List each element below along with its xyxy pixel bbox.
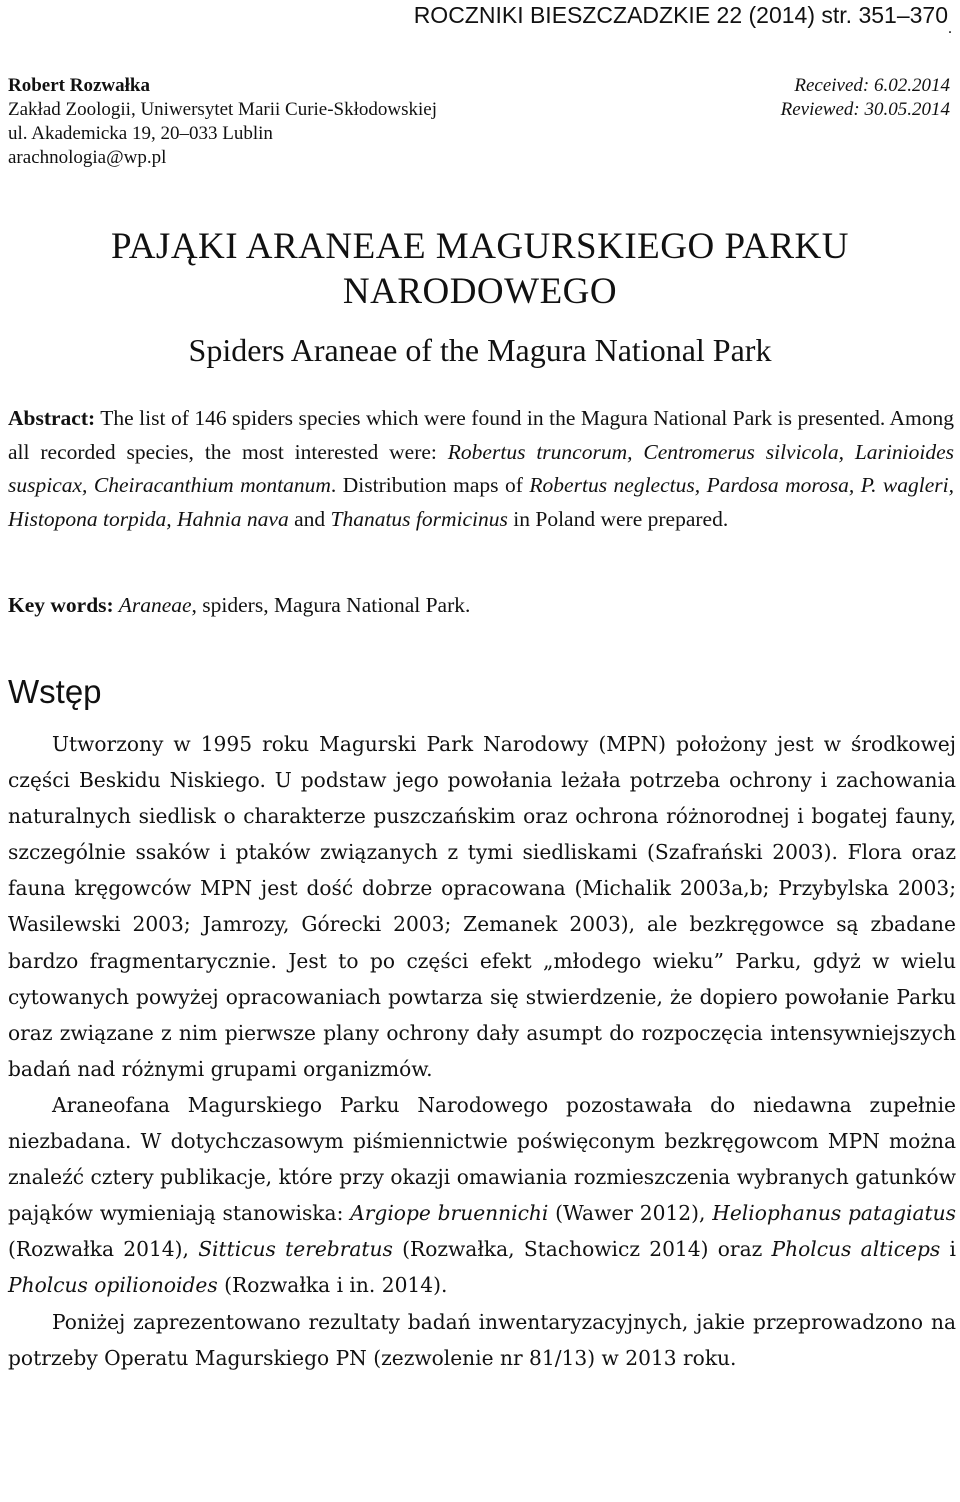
paragraph-text: (Rozwałka 2014), <box>8 1237 199 1262</box>
paragraph-text: (Rozwałka, Stachowicz 2014) oraz <box>392 1237 772 1262</box>
paragraph-text: (Rozwałka i in. 2014). <box>217 1273 448 1298</box>
keywords-label: Key words: <box>8 593 114 617</box>
abstract-label: Abstract: <box>8 406 96 430</box>
author-affiliation: Zakład Zoologii, Uniwersytet Marii Curie-Skłodowskiej <box>8 99 438 120</box>
running-header: ROCZNIKI BIESZCZADZKIE 22 (2014) str. 351–370 <box>413 2 948 28</box>
abstract <box>8 402 954 536</box>
paragraph-1: Utworzony w 1995 roku Magurski Park Narodowy (MPN) położony jest w środkowej części Beskidu Niskiego. U podstaw jego powołania leżała potrzeba ochrony i zachowania naturalnych siedlisk o charakterze puszczańskim oraz ochrona różnorodnej i bogatej fauny, szczególnie ssaków i ptaków związanych z tymi siedliskami (Szafrański 2003). Flora oraz fauna kręgowców MPN jest dość dobrze opracowana (Michalik 2003a,b; Przybylska 2003; Wasilewski 2003; Jamrozy, Górecki 2003; Zemanek 2003), ale bezkręgowce są zbadane bardzo fragmentarycznie. Jest to po części efekt „młodego wieku” Parku, gdyż w wielu cytowanych powyżej opracowaniach powtarza się stwierdzenie, że dopiero powołanie Parku oraz związane z nim pierwsze plany ochrony dały asumpt do rozpoczęcia intensywniejszych badań nad różnymi grupami organizmów. <box>8 732 956 1081</box>
species-name: Pholcus opilionoides <box>8 1273 218 1298</box>
abstract-species: Robertus neglectus, Pardosa morosa, P. wagleri, Histopona torpida, Hahnia nava <box>8 473 954 531</box>
paragraph-text: Araneofana Magurskiego Parku Narodowego pozostawała do niedawna zupełnie niezbadana. W dotychczasowym piśmiennictwie poświęconym bezkręgowcom MPN można znaleźć cztery publikacje, które przy okazji omawiania rozmieszczenia wybranych gatunków pająków wymieniają stanowiska: <box>8 1092 956 1226</box>
abstract-text: The list of 146 spiders species which were found in the Magura National Park is presented. Among all recorded species, the most interested were: <box>8 406 954 464</box>
author-email: arachnologia@wp.pl <box>8 147 167 168</box>
keywords-italic: Araneae <box>113 593 192 617</box>
dates-block <box>670 74 950 122</box>
body-text <box>8 726 956 1376</box>
abstract-text: and <box>288 506 331 531</box>
paragraph-text: i <box>940 1237 956 1262</box>
received-date: Received: 6.02.2014 <box>794 75 950 96</box>
paragraph-2 <box>8 1087 956 1304</box>
abstract-species: Robertus truncorum, Centromerus silvicola, Larinioides suspicax, Cheiracanthium montanum <box>8 439 954 497</box>
corner-mark: . <box>948 20 952 37</box>
author-name: Robert Rozwałka <box>8 75 150 96</box>
species-name: Argiope bruennichi <box>350 1201 549 1226</box>
author-block <box>8 74 568 170</box>
reviewed-date: Reviewed: 30.05.2014 <box>780 99 950 120</box>
keywords <box>8 588 954 622</box>
paragraph-3: Poniżej zaprezentowano rezultaty badań inwentaryzacyjnych, jakie przeprowadzono na potrzeby Operatu Magurskiego PN (zezwolenie nr 81/13) w 2013 roku. <box>8 1309 956 1370</box>
title-polish-line-2: NARODOWEGO <box>342 271 618 312</box>
keywords-text: , spiders, Magura National Park. <box>191 593 471 617</box>
title-polish-line-1: PAJĄKI ARANEAE MAGURSKIEGO PARKU <box>111 226 849 267</box>
species-name: Pholcus alticeps <box>771 1237 941 1262</box>
paragraph-text: (Wawer 2012), <box>548 1201 713 1226</box>
author-address: ul. Akademicka 19, 20–033 Lublin <box>8 123 273 144</box>
title-polish <box>0 224 960 314</box>
section-heading: Wstęp <box>8 673 102 710</box>
species-name: Heliophanus patagiatus <box>712 1201 956 1226</box>
title-english: Spiders Araneae of the Magura National Park <box>188 332 772 368</box>
abstract-species: Thanatus formicinus <box>330 506 508 531</box>
abstract-text: . Distribution maps of <box>330 473 530 497</box>
species-name: Sitticus terebratus <box>198 1237 393 1262</box>
abstract-text: in Poland were prepared. <box>507 506 729 531</box>
